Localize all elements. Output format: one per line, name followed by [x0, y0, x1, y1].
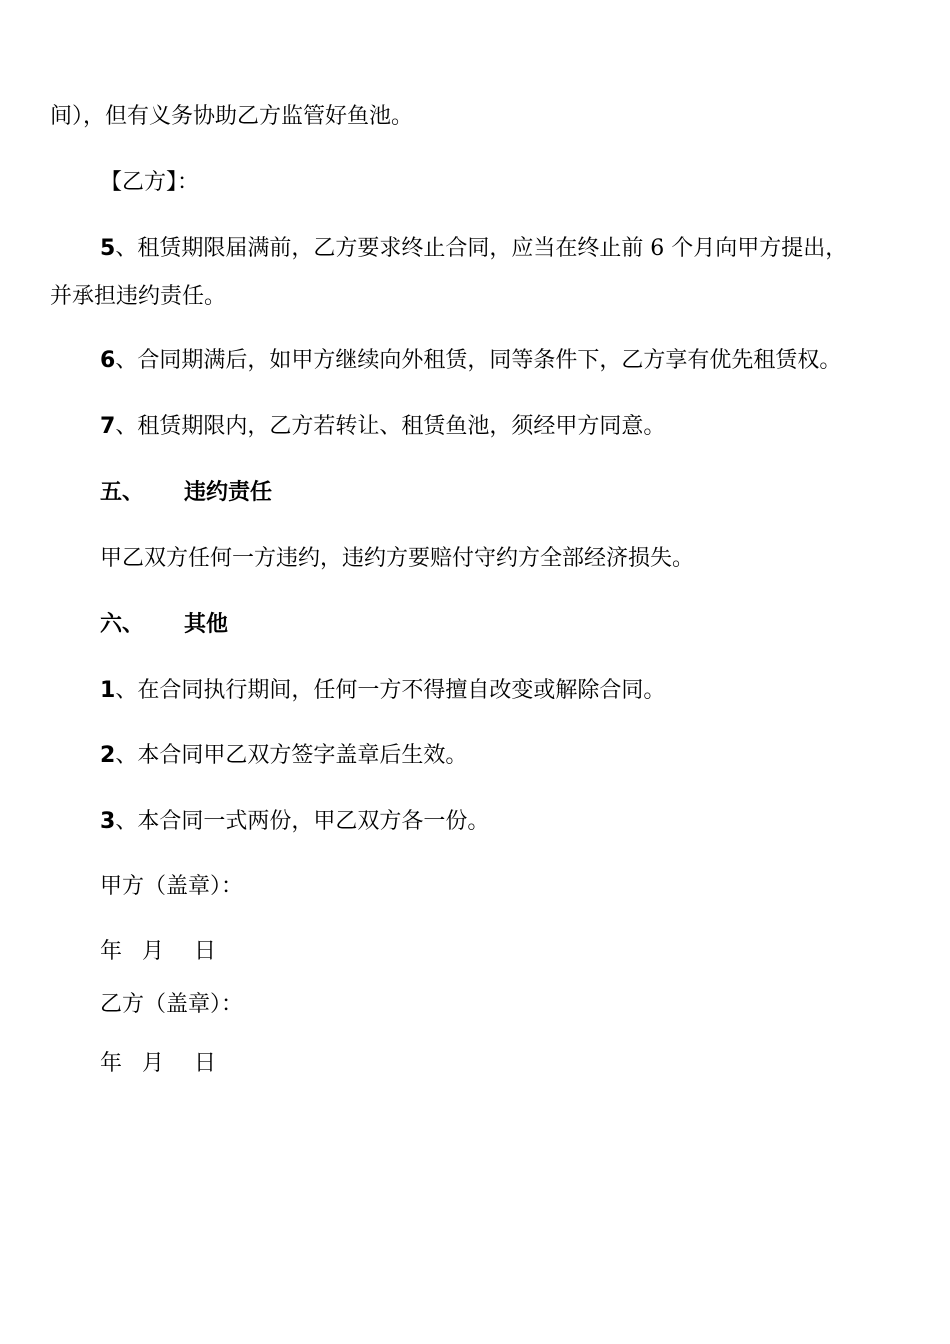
clause-5-line-1: 5、租赁期限届满前，乙方要求终止合同，应当在终止前 6 个月向甲方提出， [100, 236, 848, 261]
section-5-heading: 五、 违约责任 [100, 480, 273, 505]
party-a-date: 年 月 日 [100, 939, 217, 964]
party-b-signature: 乙方（盖章）： [100, 992, 244, 1017]
clause-6: 6、合同期满后，如甲方继续向外租赁，同等条件下，乙方享有优先租赁权。 [100, 348, 842, 373]
section-5-text: 甲乙双方任何一方违约，违约方要赔付守约方全部经济损失。 [100, 546, 695, 571]
clause-7: 7、租赁期限内，乙方若转让、租赁鱼池，须经甲方同意。 [100, 414, 666, 439]
party-a-signature: 甲方（盖章）： [100, 874, 244, 899]
other-clause-3: 3、本合同一式两份，甲乙双方各一份。 [100, 809, 490, 834]
section-6-heading: 六、 其他 [100, 612, 229, 637]
clause-5-line-2: 并承担违约责任。 [50, 284, 227, 309]
other-clause-2: 2、本合同甲乙双方签字盖章后生效。 [100, 743, 468, 768]
paragraph-continuation: 间），但有义务协助乙方监管好鱼池。 [50, 104, 414, 129]
party-b-date: 年 月 日 [100, 1051, 217, 1076]
party-b-header: 【乙方】： [100, 170, 200, 195]
other-clause-1: 1、在合同执行期间，任何一方不得擅自改变或解除合同。 [100, 678, 666, 703]
